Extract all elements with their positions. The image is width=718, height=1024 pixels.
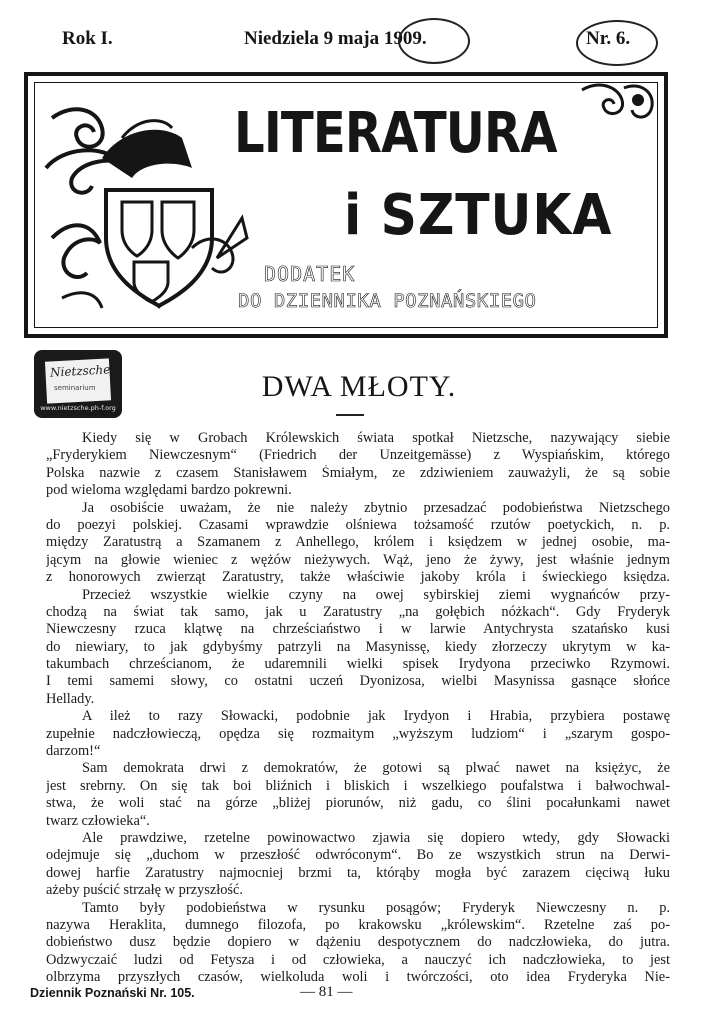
- coat-of-arms-ornament-icon: [42, 98, 250, 318]
- article-line: ażeby puścić strzałę w przyszłość.: [46, 882, 243, 899]
- article-line: Hellady.: [46, 690, 95, 707]
- article-line: odejmuje się „duchom w przeszłość odwróconym“. Bo ze wszystkich strun na Derwi-: [46, 847, 670, 864]
- masthead-title-line-1: LITERATURA: [234, 101, 557, 166]
- article-line: Sam demokrata drwi z demokratów, że gotowi są plwać nawet na księżyc, że: [82, 760, 670, 777]
- page-footer: [0, 986, 718, 1006]
- footer-page-number: — 81 —: [300, 984, 353, 1000]
- article-line: Odzwyczaić ludzi od Fetysza i od człowieka, a nauczyć ich nadczłowieka, to jest: [46, 951, 670, 968]
- corner-ornament-icon: [578, 80, 658, 128]
- masthead-subtitle-line-2: DO DZIENNIKA POZNAŃSKIEGO: [238, 290, 537, 312]
- article-line: „Fryderykiem Niewczesnym“ (Friedrich der Unzeitgemässe) z Wyspiańskim, którego: [46, 447, 670, 464]
- article-line: I temi samemi słowy, co ostatni uczeń Dyonizosa, wielbi Masynissa gasnące słońce: [46, 673, 670, 690]
- article-line: Ja osobiście uważam, że nie należy zbytnio przesadzać podobieństwa Nietzschego: [82, 499, 670, 516]
- issue-number: Nr. 6.: [586, 28, 631, 49]
- article-line: A ileż to razy Słowacki, podobnie jak Irydyon i Hrabia, przybiera postawę: [82, 708, 670, 725]
- article-line: jącym na głowie wieniec z wężów nieżywych. Wąż, jeno że żywy, jest właśnie jednym: [46, 551, 670, 568]
- article-line: do niewiary, to jak gdybyśmy patrzyli na Masynissę, kiedy złorzeczy ukrytym w ka-: [46, 638, 670, 655]
- article-line: między Zaratustrą a Szamanem z Anhellego, królem i księdzem w jednej osobie, ma-: [46, 534, 670, 551]
- masthead-title-line-2: i SZTUKA: [344, 183, 613, 248]
- article-line: z honorowych zwierząt Zaratustry, także właściwie jakoby króla i świeckiego księdza.: [46, 569, 670, 586]
- article-line: Niewczesny rzuca klątwę na chrześciaństwo i w larwie Antychrysta szatańsko kusi: [46, 621, 670, 638]
- article-line: Ale prawdziwe, rzetelne powinowactwo zjawia się dopiero wtedy, gdy Słowacki: [82, 829, 670, 846]
- handwritten-circle-year: [398, 18, 470, 64]
- issue-date: Niedziela 9 maja 1909.: [244, 28, 427, 49]
- article-line: stwa, że woli stać na górze „bliżej piorunów, niż gadu, co ślini pocałunkami nawet: [46, 795, 670, 812]
- article-line: nazywa Heraklita, dumnego filozofa, po krakowsku „królewskim“. Rzetelne zaś po-: [46, 916, 670, 933]
- watermark-url: www.nietzsche.ph-f.org: [40, 404, 116, 412]
- watermark-signature: Nietzsche: [49, 362, 111, 380]
- article-line: Kiedy się w Grobach Królewskich świata spotkał Nietzsche, nazywający siebie: [82, 430, 670, 446]
- article-line: olbrzyma przyszłych czasów, wielkoluda woli i twórczości, oto idea Fryderyka Nie-: [46, 969, 670, 986]
- article-line: Tamto były podobieństwa w rysunku posągów; Fryderyk Niewczesny n. p.: [82, 899, 670, 916]
- watermark-label: seminarium: [54, 384, 96, 392]
- article-line: Polska nazwie z czasem Stanisławem Śmiałym, ze zdziwieniem zauważyli, że są sobie: [46, 464, 670, 481]
- volume-year: Rok I.: [62, 28, 113, 49]
- article-line: Przecież wszystkie wielkie czyny na owej sybirskiej ziemi wygnańców przy-: [82, 586, 670, 603]
- article-line: dowej harfie Zaratustry najmocniej brzmi ta, którąby mogła być zarazem cięciwą łuku: [46, 864, 670, 881]
- article-line: takumbach chrześcianom, że udaremnili wielki spisek Irydyona przeciwko Rzymowi.: [46, 656, 670, 673]
- article-line: chodzą na świat tak samo, jak u Zaratustry „na gołębich nóżkach“. Gdy Fryderyk: [46, 603, 670, 620]
- footer-publication: Dziennik Poznański Nr. 105.: [30, 986, 195, 1000]
- article-body: [46, 430, 670, 987]
- article-line: jest srebrny. On się tak boi bliźnich i bliskich i wszelkiego poufalstwa i bałwochwal-: [46, 777, 670, 794]
- article-line: dobieństwo dusz będzie dopiero w dążeniu despotycznem do nadczłowieka, do jutra.: [46, 934, 670, 951]
- masthead: [24, 72, 668, 338]
- article-title: DWA MŁOTY.: [261, 370, 457, 403]
- article-line: twarz człowieka“.: [46, 812, 150, 829]
- article-line: darzom!“: [46, 743, 101, 760]
- title-divider: [336, 414, 364, 416]
- handwritten-circle-number: [576, 20, 658, 66]
- article-line: pod wieloma względami bardzo pokrewni.: [46, 482, 292, 499]
- masthead-subtitle-line-1: DODATEK: [264, 262, 356, 286]
- article-line: do poezyi polskiej. Czasami wprawdzie olśniewa tożsamość rzutów poetyckich, n. p.: [46, 516, 670, 533]
- article-line: zupełnie nadczłowieczą, opędza się rozmaitym „wyższym ludziom“ i „szarym gospo-: [46, 725, 670, 742]
